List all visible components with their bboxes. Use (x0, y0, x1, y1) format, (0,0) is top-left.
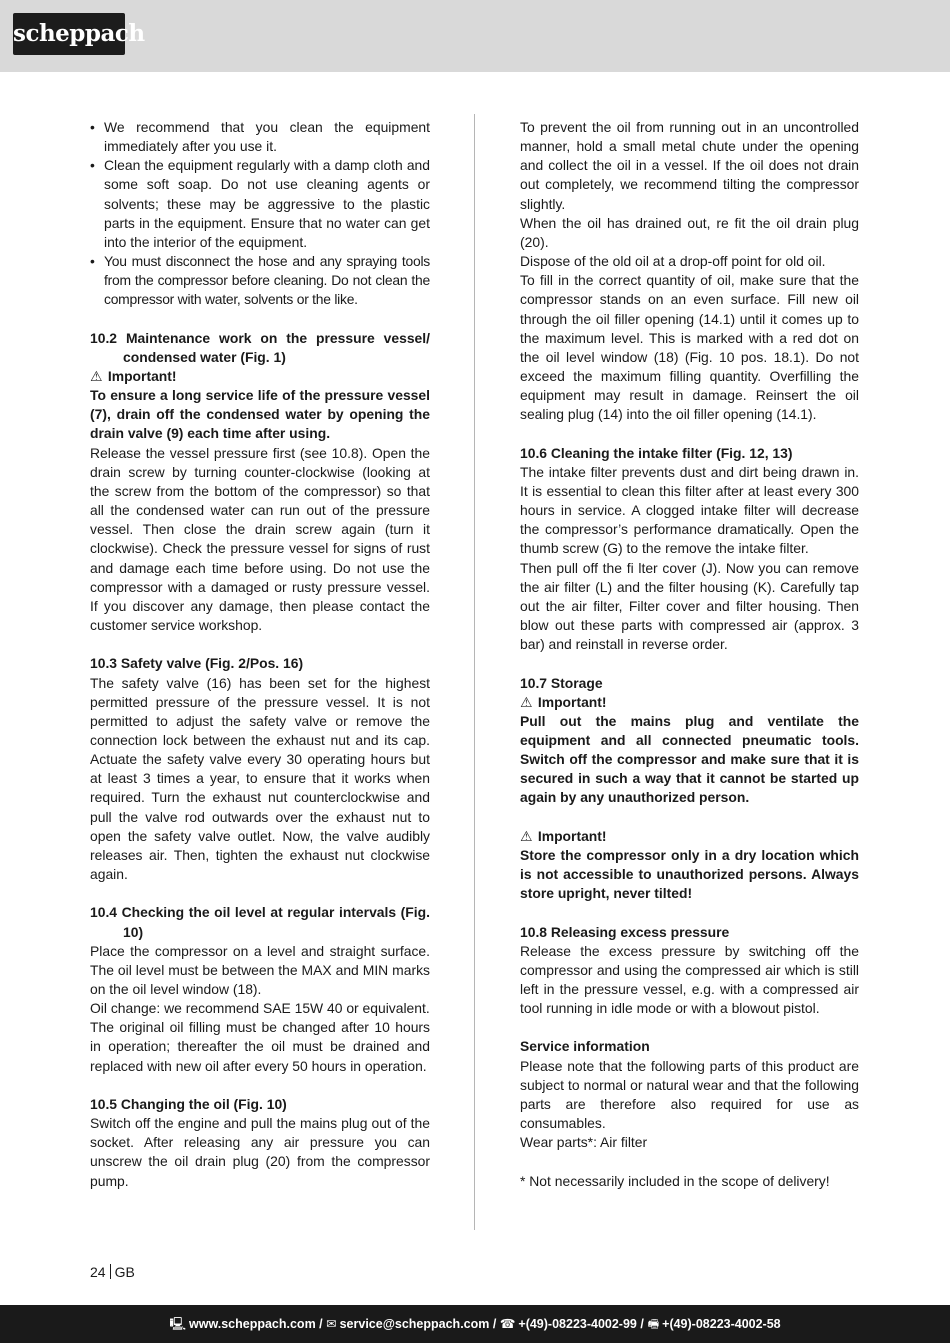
section-heading-10-2: 10.2 Maintenance work on the pressure vessel/ condensed water (Fig. 1) (90, 329, 430, 365)
warning-icon: ⚠ (520, 827, 533, 844)
fax-number[interactable]: +(49)-08223-4002-58 (662, 1317, 781, 1331)
paragraph: Please note that the following parts of this product are subject to normal or natural wear and that the following parts are therefore also required for use as consumables. (520, 1057, 859, 1132)
paragraph: Release the excess pressure by switching off the compressor and using the compressed air which is still left in the pressure vessel, e.g. with a compressed air tool running in idle mode or with a blowout pistol. (520, 942, 859, 1017)
page-number-value: 24 (90, 1264, 106, 1280)
column-divider (474, 114, 475, 1230)
section-heading-10-3: 10.3 Safety valve (Fig. 2/Pos. 16) (90, 655, 304, 672)
section-heading-10-6: 10.6 Cleaning the intake filter (Fig. 12, 13) (520, 444, 793, 461)
header-bar (0, 0, 950, 72)
paragraph: Switch off the engine and pull the mains plug out of the socket. After releasing any air pressure you can unscrew the oil drain plug (20) from the compressor pump. (90, 1115, 430, 1189)
website-link[interactable]: www.scheppach.com (189, 1317, 316, 1331)
paragraph: Dispose of the old oil at a drop-off point for old oil. (520, 253, 826, 270)
paragraph: When the oil has drained out, re fit the oil drain plug (20). (520, 214, 859, 250)
footnote: * Not necessarily included in the scope of delivery! (520, 1172, 830, 1189)
important-text: Pull out the mains plug and ventilate the equipment and all connected pneumatic tools. Switch off the compressor and make sure that it is secured in such a way that it cannot be started up again by any unauthorized person. (520, 712, 859, 806)
page-number (90, 1264, 135, 1280)
phone-icon: ☎ (499, 1317, 516, 1331)
cleaning-bullets (90, 118, 430, 310)
important-note (90, 367, 430, 386)
list-item: • We recommend that you clean the equipment immediately after you use it. (90, 118, 430, 156)
important-text: To ensure a long service life of the pressure vessel (7), drain off the condensed water by opening the drain valve (9) each time after using. (90, 387, 430, 442)
paragraph: Release the vessel pressure first (see 10.8). Open the drain screw by turning counter-clockwise (looking at the screw from the bottom of the compressor) so that all the condensed water can run out of the pressure vessel. Then close the drain screw again (turn it clockwise). Check the pressure vessel for signs of rust and damage each time before using. Do not use the compressor with a damaged or rusty pressure vessel. If you discover any damage, then please contact the customer service workshop. (90, 444, 430, 634)
section-heading-10-4: 10.4 Checking the oil level at regular intervals (Fig. 10) (90, 904, 430, 940)
email-icon: ✉ (326, 1317, 337, 1331)
scheppach-logo[interactable]: scheppach (13, 13, 125, 55)
paragraph: To prevent the oil from running out in an uncontrolled manner, hold a small metal chute under the opening and collect the oil in a vessel. If the oil does not drain out completely, we recommend tilting the compressor slightly. (520, 119, 859, 212)
computer-icon: 🖳 (169, 1317, 187, 1331)
section-heading-10-5: 10.5 Changing the oil (Fig. 10) (90, 1095, 287, 1112)
important-note (520, 693, 859, 712)
list-item: • You must disconnect the hose and any spraying tools from the compressor before cleaning. Do not clean the compressor with water, solvents or the like. (90, 252, 430, 309)
section-heading-10-7: 10.7 Storage (520, 674, 603, 691)
paragraph: Place the compressor on a level and straight surface. The oil level must be between the MAX and MIN marks on the oil level window (18). (90, 942, 430, 997)
wear-parts: Wear parts*: Air filter (520, 1134, 648, 1151)
footer-bar: 🖳 www.scheppach.com / ✉ service@scheppach.com / ☎ +(49)-08223-4002-99 / 🖷 +(49)-08223-4002-58 (0, 1305, 950, 1343)
paragraph: To fill in the correct quantity of oil, make sure that the compressor stands on an even surface. Fill new oil through the oil filler opening (14.1) until it comes up to the maximum level. This is marked with a red dot on the oil level window (18) (Fig. 10 pos. 18.1). Do not exceed the maximum filling quantity. Overfilling the equipment may result in damage. Reinsert the oil sealing plug (14) into the oil filler opening (14.1). (520, 272, 859, 423)
paragraph: Then pull off the fi lter cover (J). Now you can remove the air filter (L) and the filter housing (K). Carefully tap out the air filter, Filter cover and filter housing. Then blow out these parts with compressed air (approx. 3 bar) and reinstall in reverse order. (520, 559, 859, 653)
important-label: Important! (537, 693, 607, 710)
paragraph: Oil change: we recommend SAE 15W 40 or equivalent. (90, 1000, 430, 1017)
important-label: Important! (537, 827, 607, 844)
page-language: GB (114, 1264, 135, 1280)
email-link[interactable]: service@scheppach.com (339, 1317, 490, 1331)
service-information-heading: Service information (520, 1038, 650, 1055)
important-text: Store the compressor only in a dry location which is not accessible to unauthorized persons. Always store upright, never tilted! (520, 846, 859, 902)
important-label: Important! (107, 368, 177, 385)
phone-number[interactable]: +(49)-08223-4002-99 (518, 1317, 637, 1331)
right-column (520, 118, 859, 1191)
warning-icon: ⚠ (520, 693, 533, 710)
left-column (90, 118, 430, 1191)
paragraph: The original oil filling must be changed after 10 hours in operation; thereafter the oil must be drained and replaced with new oil after every 50 hours in operation. (90, 1019, 430, 1074)
section-heading-10-8: 10.8 Releasing excess pressure (520, 923, 730, 940)
page-separator (110, 1264, 111, 1279)
warning-icon: ⚠ (90, 368, 103, 385)
paragraph: The safety valve (16) has been set for the highest permitted pressure of the pressure vessel. It is not permitted to adjust the safety valve or remove the connection lock between the exhaust nut and its cap. Actuate the safety valve every 30 operating hours but at least 3 times a year, to ensure that it works when required. Turn the exhaust nut counterclockwise and pull the valve rod outwards over the exhaust nut to open the safety valve outlet. Now, the valve audibly releases air. Then, tighten the exhaust nut clockwise again. (90, 674, 430, 883)
fax-icon: 🖷 (647, 1317, 660, 1331)
paragraph: The intake filter prevents dust and dirt being drawn in. It is essential to clean this filter after at least every 300 hours in service. A clogged intake filter will decrease the compressor’s performance dramatically. Open the thumb screw (G) to the remove the intake filter. (520, 463, 859, 557)
important-note (520, 827, 859, 846)
list-item: • Clean the equipment regularly with a damp cloth and some soft soap. Do not use cleaning agents or solvents; these may be aggressive to the plastic parts in the equipment. Ensure that no water can get into the interior of the equipment. (90, 156, 430, 252)
